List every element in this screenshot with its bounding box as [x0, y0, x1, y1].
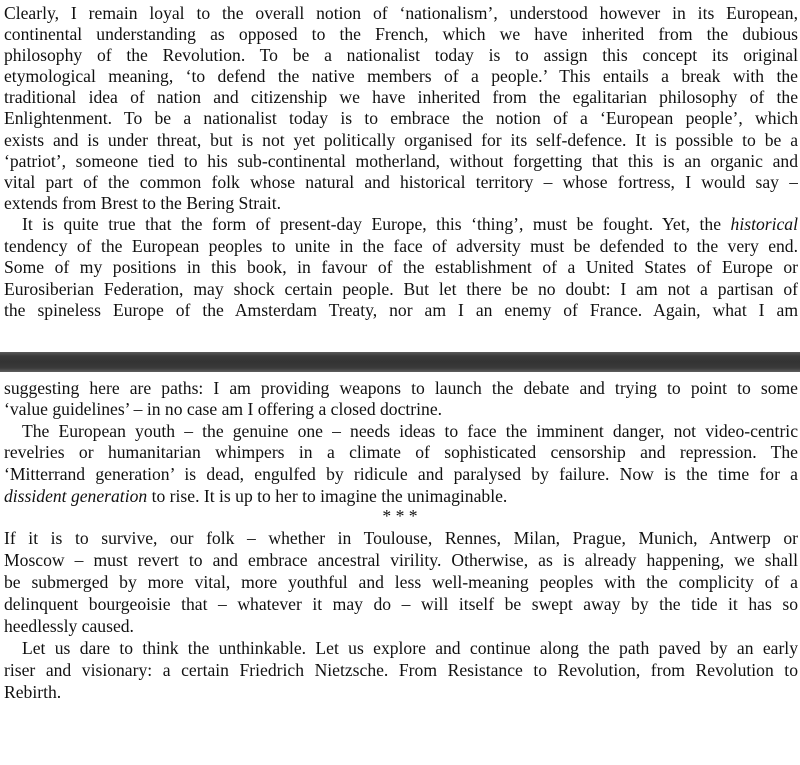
text-line: extends from Brest to the Bering Strait. [4, 193, 282, 213]
section-break: * * * [382, 506, 418, 526]
text-line: traditional idea of nation and citizenship we have inherited from the egalitarian philosophy of the [4, 87, 798, 107]
text-line: ‘value guidelines’ – in no case am I offering a closed doctrine. [4, 399, 443, 419]
text-line: Enlightenment. To be a nationalist today is to embrace the notion of a ‘European people’, which [4, 108, 798, 128]
text-line: Eurosiberian Federation, may shock certain people. But let there be no doubt: I am not a partisan of [4, 279, 798, 299]
bottom-page-text [0, 372, 800, 765]
text-line: continental understanding as opposed to the French, which we have inherited from the dubious [4, 24, 798, 44]
text-line: riser and visionary: a certain Friedrich Nietzsche. From Resistance to Revolution, from Revolution to [4, 660, 798, 680]
text-line: be submerged by more vital, more youthful and less well-meaning peoples with the complicity of a [4, 572, 798, 592]
page-divider [0, 352, 800, 372]
text-line-with-italic [4, 486, 798, 508]
text-line: Moscow – must revert to and embrace ancestral virility. Otherwise, as is already happening, we shall [4, 550, 798, 570]
text-line: vital part of the common folk whose natural and historical territory – whose fortress, I would say – [4, 172, 798, 192]
text-line: suggesting here are paths: I am providing weapons to launch the debate and trying to point to some [4, 378, 798, 398]
italic-text: dissident generation [4, 486, 148, 506]
text-line: Rebirth. [4, 682, 62, 702]
text-line: The European youth – the genuine one – needs ideas to face the imminent danger, not video-centric [22, 421, 798, 441]
text-line: Clearly, I remain loyal to the overall notion of ‘nationalism’, understood however in its European, [4, 3, 798, 23]
text-line: Some of my positions in this book, in favour of the establishment of a United States of Europe or [4, 257, 798, 277]
text-line: If it is to survive, our folk – whether in Toulouse, Rennes, Milan, Prague, Munich, Antwerp or [4, 528, 798, 548]
text-line: ‘Mitterrand generation’ is dead, engulfed by ridicule and paralysed by failure. Now is the time for a [4, 464, 798, 484]
text-line: philosophy of the Revolution. To be a nationalist today is to assign this concept its original [4, 45, 798, 65]
text-segment: It is quite true that the form of present-day Europe, this ‘thing’, must be fought. Yet, the [22, 214, 731, 234]
text-segment: to rise. It is up to her to imagine the unimaginable. [147, 486, 508, 506]
text-line-with-italic [22, 214, 798, 236]
text-line: revelries or humanitarian whimpers in a climate of sophisticated censorship and repression. The [4, 442, 798, 462]
text-line: tendency of the European peoples to unite in the face of adversity must be defended to the very end. [4, 236, 798, 256]
italic-text: historical [730, 214, 798, 234]
text-line: the spineless Europe of the Amsterdam Treaty, nor am I an enemy of France. Again, what I am [4, 300, 798, 320]
text-line: ‘patriot’, someone tied to his sub-continental motherland, without forgetting that this is an organic and [4, 151, 798, 171]
text-line: etymological meaning, ‘to defend the native members of a people.’ This entails a break with the [4, 66, 798, 86]
top-page-text [0, 0, 800, 352]
text-line: delinquent bourgeoisie that – whatever it may do – will itself be swept away by the tide it has so [4, 594, 798, 614]
text-line: Let us dare to think the unthinkable. Let us explore and continue along the path paved by an early [22, 638, 798, 658]
text-line: exists and is under threat, but is not yet politically organised for its self-defence. It is possible to be a [4, 130, 798, 150]
text-line: heedlessly caused. [4, 616, 134, 636]
